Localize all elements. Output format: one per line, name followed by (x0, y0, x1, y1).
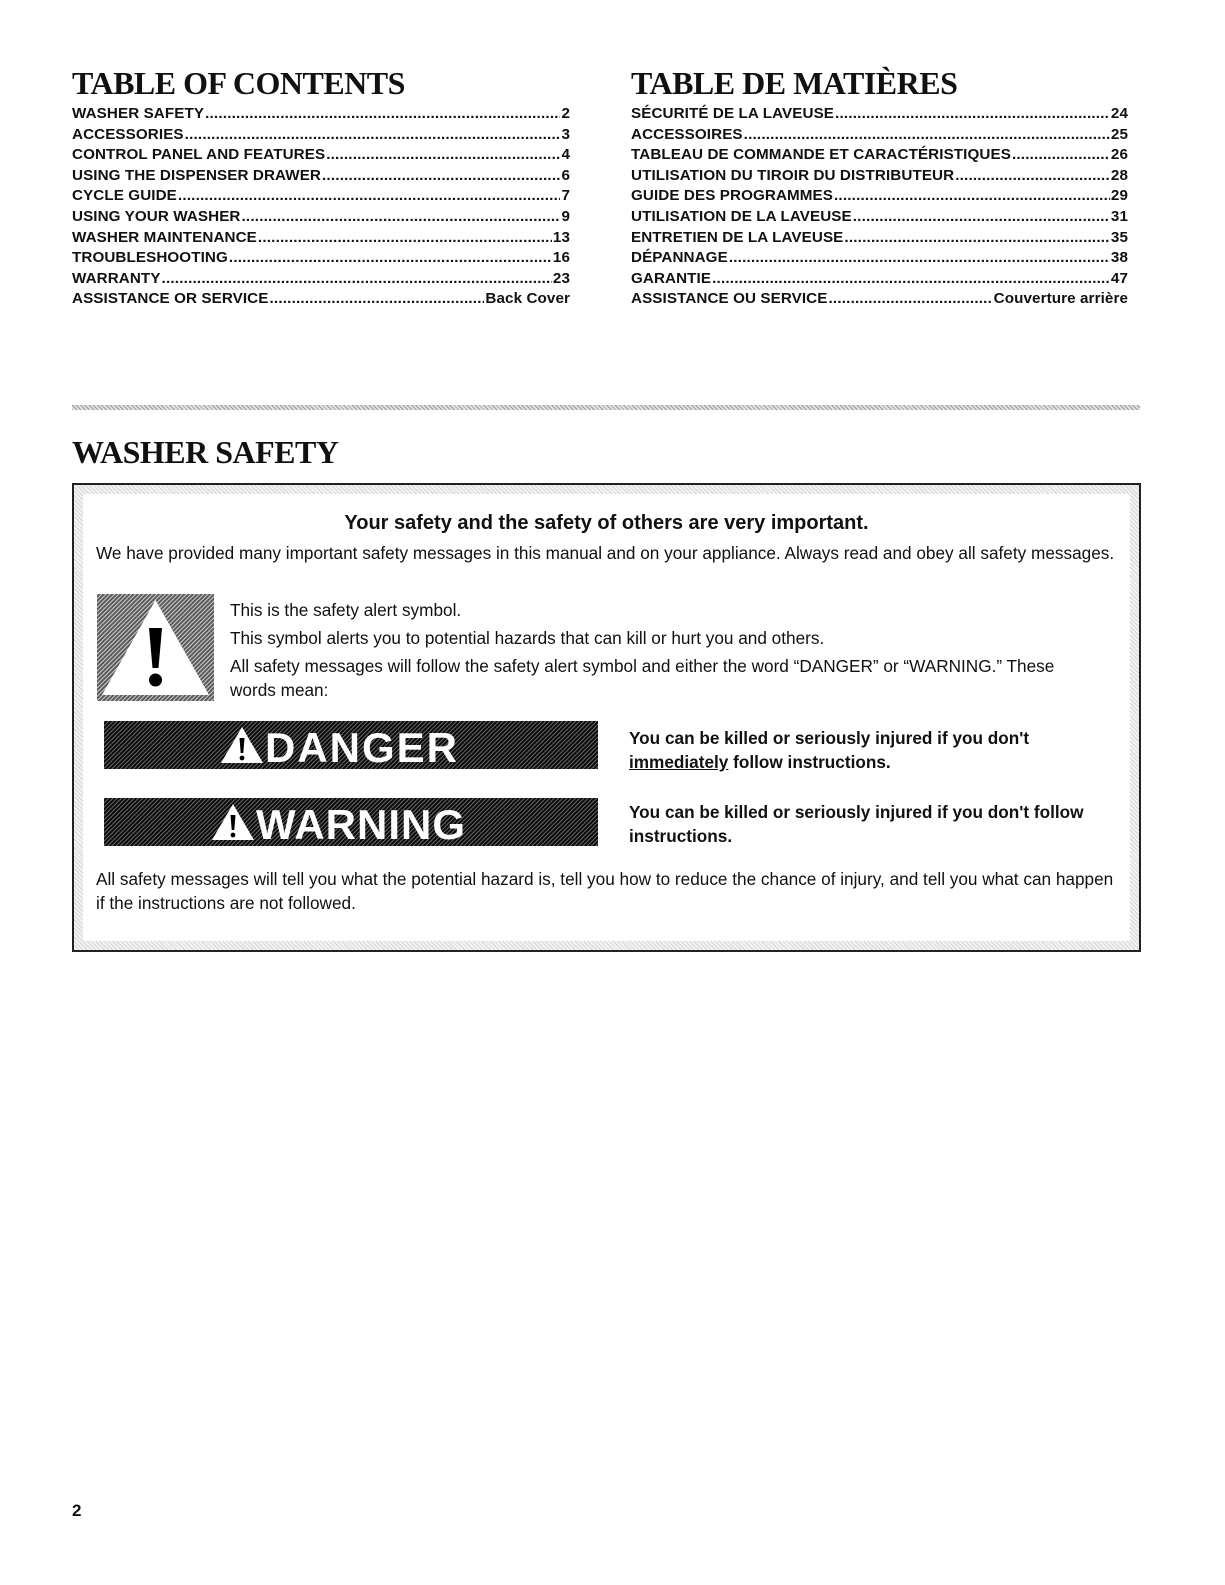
toc-item-label: USING THE DISPENSER DRAWER (72, 166, 322, 184)
alert-line: This symbol alerts you to potential hazards that can kill or hurt you and others. (230, 628, 825, 648)
toc-item-page: 3 (561, 125, 570, 143)
warning-meaning: You can be killed or seriously injured if you don't follow instructions. (629, 802, 1084, 846)
toc-item-label: UTILISATION DE LA LAVEUSE (631, 207, 852, 225)
danger-emphasis: immediately (629, 752, 729, 772)
toc-item-label: ACCESSOIRES (631, 125, 743, 143)
toc-leader (242, 207, 561, 228)
toc-leader (258, 228, 552, 249)
toc-leader (834, 186, 1110, 207)
toc-item-page: 16 (552, 249, 570, 267)
safety-box (72, 483, 1141, 952)
danger-label: DANGER (265, 724, 460, 769)
warning-banner (104, 798, 598, 846)
toc-list (72, 104, 570, 310)
danger-meaning-rest: follow instructions. (728, 752, 891, 772)
toc-item-page: 28 (1110, 166, 1128, 184)
alert-line: This is the safety alert symbol. (230, 600, 462, 620)
toc-item-label: ASSISTANCE OR SERVICE (72, 290, 269, 308)
toc-leader (744, 125, 1110, 146)
toc-leader (229, 248, 552, 269)
toc-item (631, 207, 1128, 228)
toc-item (631, 145, 1128, 166)
warning-label: WARNING (256, 801, 466, 846)
toc-item-label: WASHER MAINTENANCE (72, 228, 257, 246)
section-title: WASHER SAFETY (72, 434, 339, 470)
toc-item-page: 26 (1110, 146, 1128, 164)
toc-leader (844, 228, 1109, 249)
toc-leader (1012, 145, 1110, 166)
toc-item (631, 269, 1128, 290)
toc-item-label: DÉPANNAGE (631, 249, 728, 267)
alert-line: All safety messages will follow the safety alert symbol and either the word “DANGER” or “WARNING.” These words mean: (230, 656, 1055, 700)
toc-title: TABLE DE MATIÈRES (631, 65, 958, 101)
toc-leader (322, 166, 560, 187)
toc-item-label: TABLEAU DE COMMANDE ET CARACTÉRISTIQUES (631, 146, 1011, 164)
toc-french (631, 64, 1128, 310)
toc-item (631, 186, 1128, 207)
danger-meaning-line: You can be killed or seriously injured if you don't (629, 728, 1030, 748)
safety-closing: All safety messages will tell you what the potential hazard is, tell you how to reduce the chance of injury, and tell you what can happen if the instructions are not followed. (96, 869, 1114, 913)
toc-item-page: 31 (1110, 207, 1128, 225)
toc-item (72, 269, 570, 290)
safety-heading: Your safety and the safety of others are very important. (344, 512, 869, 534)
toc-leader (712, 269, 1110, 290)
toc-item (631, 166, 1128, 187)
toc-item-page: 23 (552, 269, 570, 287)
danger-meaning (629, 726, 1129, 774)
toc-item-label: SÉCURITÉ DE LA LAVEUSE (631, 105, 835, 122)
toc-item-label: TROUBLESHOOTING (72, 249, 228, 267)
toc-leader (835, 104, 1110, 125)
toc-item (631, 104, 1128, 125)
toc-leader (828, 289, 992, 310)
toc-leader (729, 248, 1110, 269)
toc-item (72, 186, 570, 207)
page-number: 2 (72, 1501, 82, 1520)
toc-item (631, 228, 1128, 249)
toc-item-page: 24 (1110, 105, 1128, 122)
toc-leader (853, 207, 1110, 228)
toc-item-page: 25 (1110, 125, 1128, 143)
safety-alert-icon (97, 594, 214, 701)
toc-leader (326, 145, 560, 166)
toc-leader (178, 186, 561, 207)
toc-item-page: 38 (1110, 249, 1128, 267)
toc-item (72, 125, 570, 146)
toc-item-page: 4 (561, 146, 570, 164)
toc-item-label: GUIDE DES PROGRAMMES (631, 187, 833, 205)
toc-item-label: WARRANTY (72, 269, 161, 287)
toc-item-label: ENTRETIEN DE LA LAVEUSE (631, 228, 844, 246)
toc-item-label: ASSISTANCE OU SERVICE (631, 290, 828, 308)
toc-leader (185, 125, 561, 146)
toc-leader (269, 289, 484, 310)
toc-item (72, 228, 570, 249)
alert-explanation (230, 598, 1080, 706)
toc-item-page: 6 (561, 166, 570, 184)
toc-item-page: 35 (1110, 228, 1128, 246)
toc-item (631, 125, 1128, 146)
toc-item (72, 166, 570, 187)
safety-intro: We have provided many important safety messages in this manual and on your appliance. Always read and obey all safety messages. (96, 543, 1115, 563)
toc-item-label: UTILISATION DU TIROIR DU DISTRIBUTEUR (631, 166, 955, 184)
toc-item-label: ACCESSORIES (72, 125, 184, 143)
toc-item-page: 7 (561, 187, 570, 205)
toc-item (631, 289, 1128, 310)
toc-title: TABLE OF CONTENTS (72, 65, 405, 101)
toc-leader (205, 104, 560, 125)
section-divider (72, 405, 1140, 410)
toc-item (72, 207, 570, 228)
toc-item-page: 29 (1110, 187, 1128, 205)
toc-leader (162, 269, 552, 290)
toc-list (631, 104, 1128, 310)
toc-item (72, 248, 570, 269)
danger-banner (104, 721, 598, 769)
toc-item (72, 145, 570, 166)
toc-item-page: Couverture arrière (993, 290, 1128, 308)
toc-english (72, 64, 570, 310)
toc-item (72, 289, 570, 310)
toc-item-label: WASHER SAFETY (72, 105, 205, 122)
toc-item-label: USING YOUR WASHER (72, 207, 241, 225)
toc-item-page: Back Cover (485, 290, 570, 308)
safety-box-content (83, 494, 1130, 941)
toc-item-label: CONTROL PANEL AND FEATURES (72, 146, 326, 164)
toc-leader (955, 166, 1110, 187)
toc-item-page: 47 (1110, 269, 1128, 287)
toc-item (631, 248, 1128, 269)
toc-item-page: 2 (561, 105, 570, 122)
toc-item-label: GARANTIE (631, 269, 712, 287)
toc-item (72, 104, 570, 125)
toc-item-page: 13 (552, 228, 570, 246)
toc-item-label: CYCLE GUIDE (72, 187, 177, 205)
toc-item-page: 9 (561, 207, 570, 225)
